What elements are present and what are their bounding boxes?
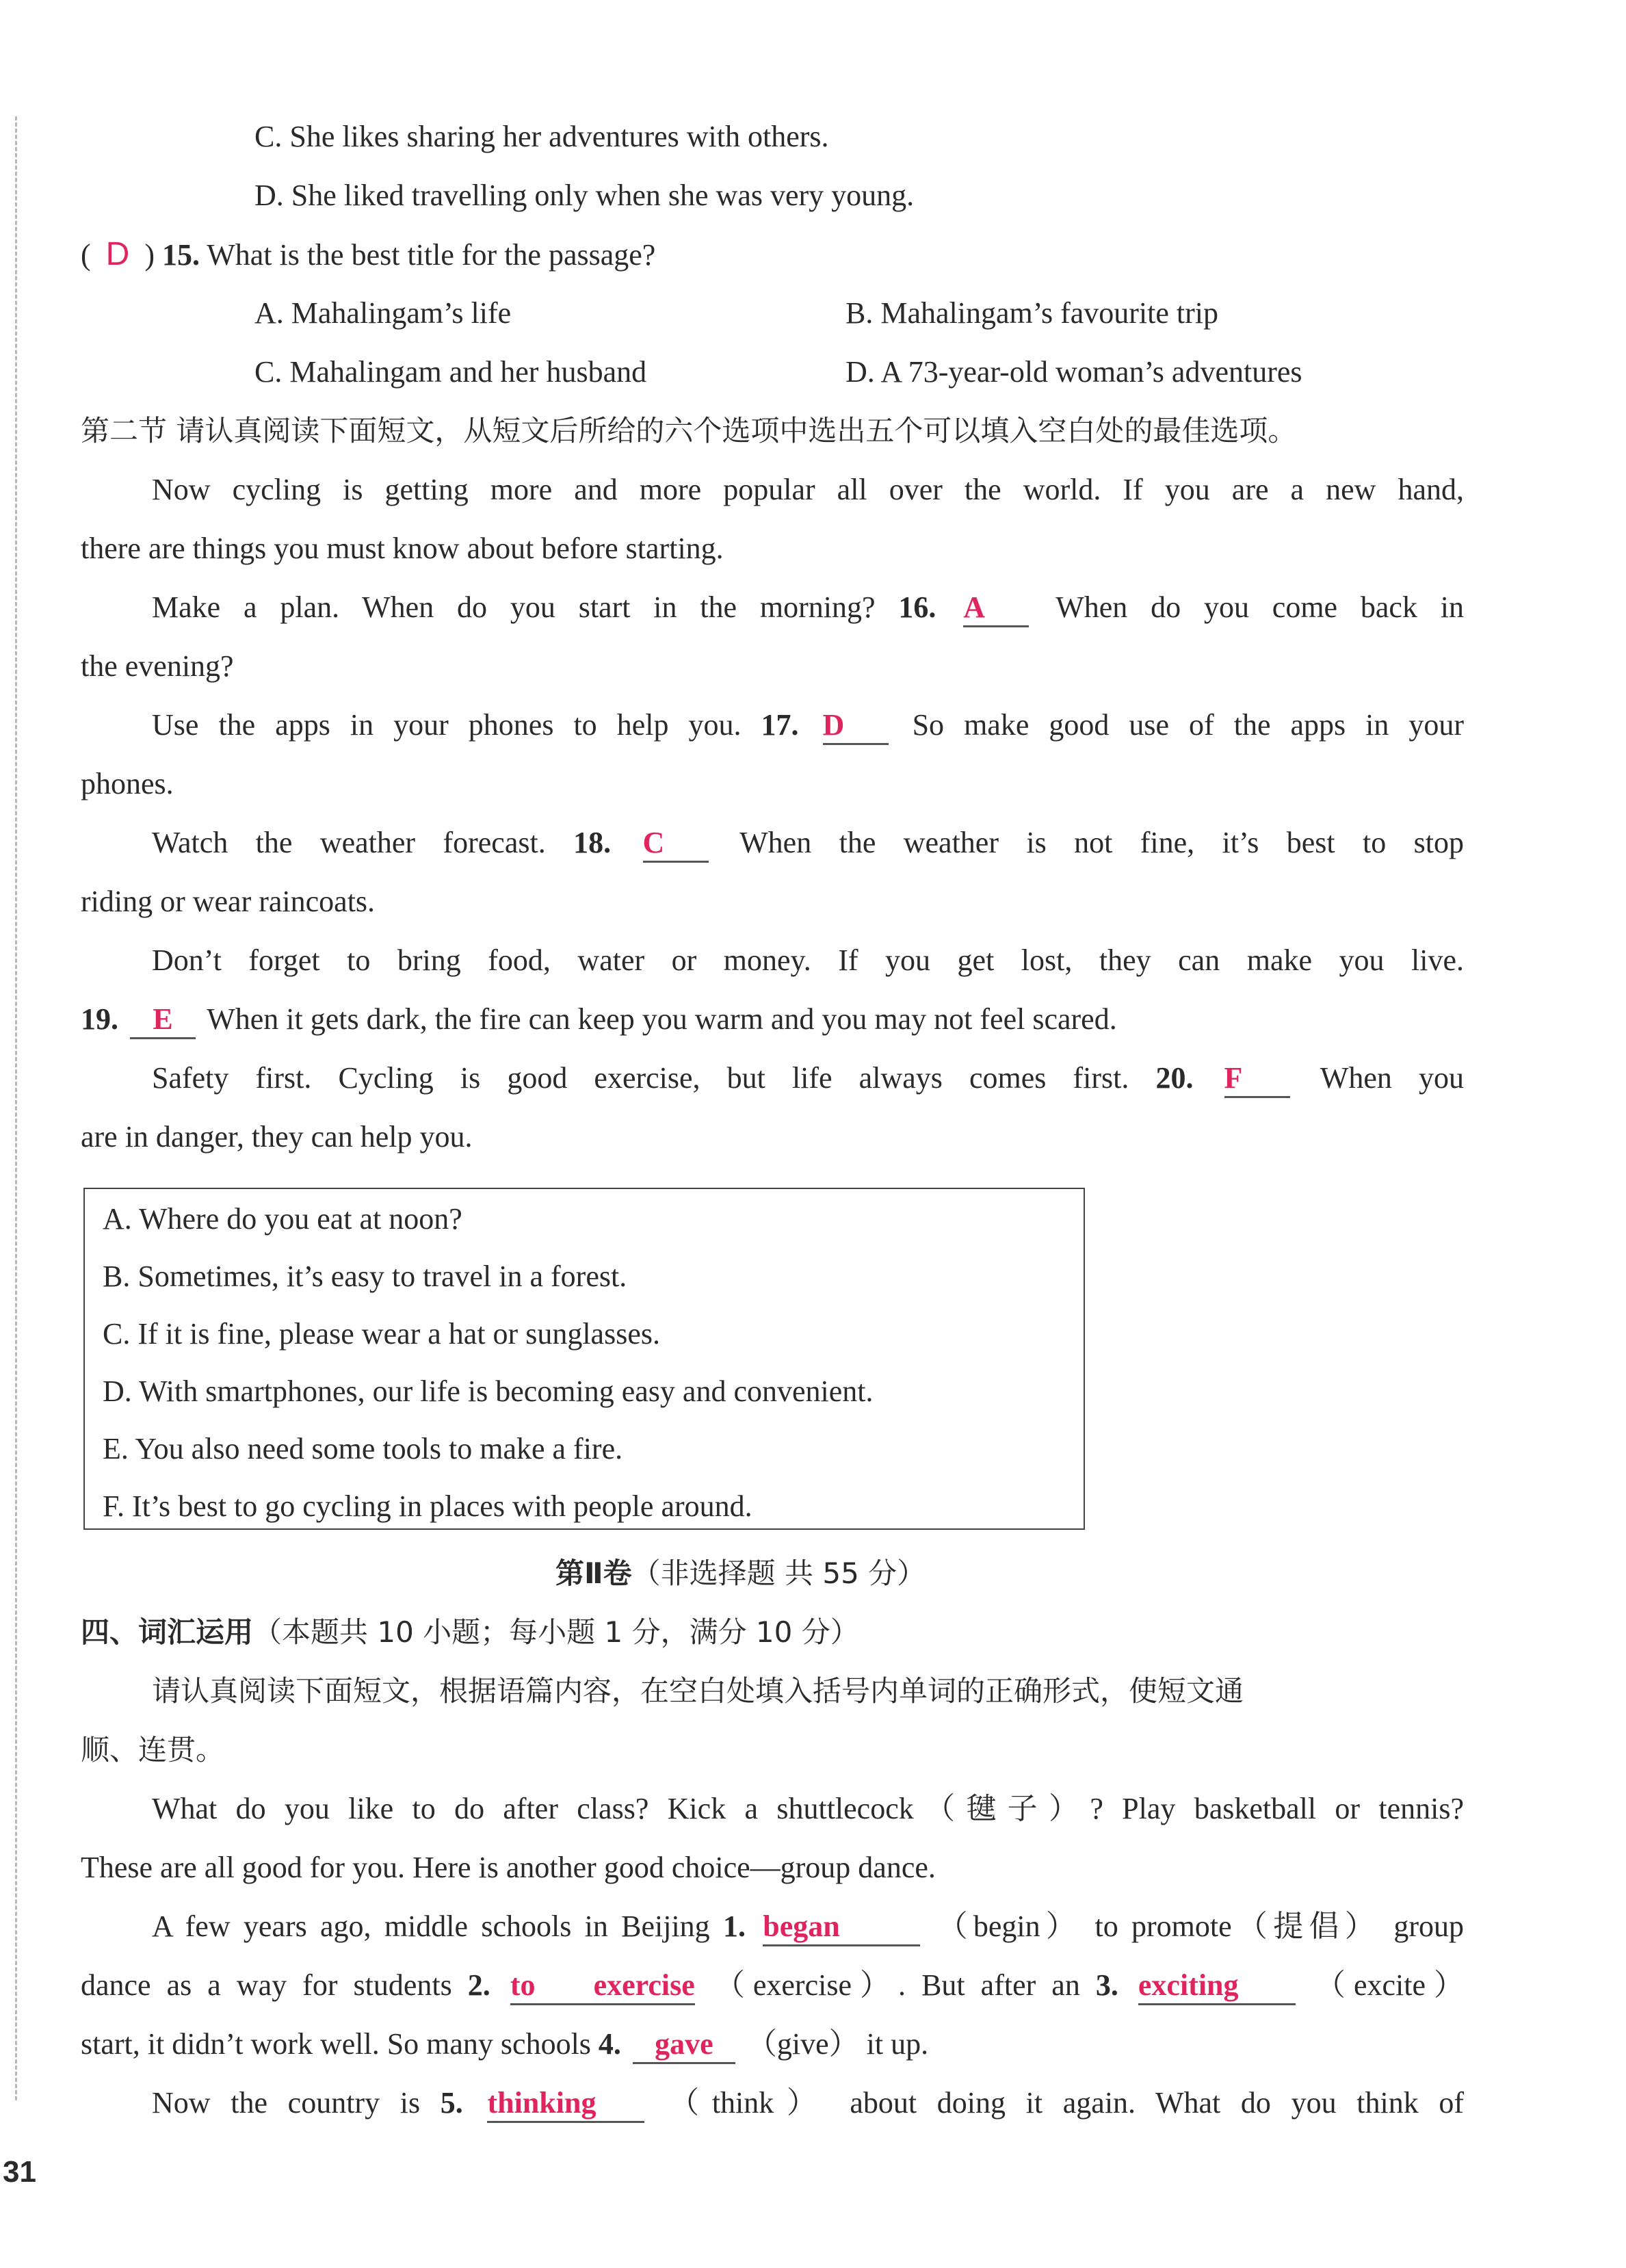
blank-2-answer: to exercise [510,1968,695,2005]
blank-17-answer: D [823,707,889,745]
s2-p6-line1 [152,1058,1464,1099]
s2-p4-text: Watch the weather forecast. [152,826,546,859]
q15-option-b: B. Mahalingam’s favourite trip [845,296,1218,330]
q15-close-paren: ) [144,238,155,272]
q14-option-d: D. She liked travelling only when she was very young. [254,179,915,212]
blank-3-number: 3. [1095,1968,1118,2002]
s2-p3-text: Use the apps in your phones to help you. [152,708,742,742]
blank-2-after: （exercise）. But after an [714,1968,1080,2002]
q15-number: 15. [161,238,200,272]
option-f: F. It’s best to go cycling in places with people around. [103,1489,752,1523]
blank-20-number: 20. [1155,1061,1194,1095]
blank-5-number: 5. [440,2086,463,2120]
blank-1-after: （begin） to promote（提倡） group [937,1909,1465,1943]
s4-instruction-line2: 顺、连贯。 [81,1733,225,1767]
blank-4-after: （give） it up. [746,2027,929,2061]
section4-heading-note: （本题共 10 小题；每小题 1 分，满分 10 分） [253,1615,859,1649]
s2-p2-line2: the evening? [81,649,234,683]
s4-line3-text: start, it didn’t work well. So many schools [81,2027,591,2061]
page-number: 31 [3,2155,36,2189]
option-d: D. With smartphones, our life is becoming easy and convenient. [103,1374,874,1408]
option-a: A. Where do you eat at noon? [103,1202,462,1236]
blank-18-number: 18. [573,826,612,859]
s2-p6-text: Safety first. Cycling is good exercise, but life always comes first. [152,1061,1129,1095]
s2-p4-line1 [152,822,1464,863]
section4-heading [81,1612,859,1653]
s2-p5-line2 [81,999,1117,1040]
blank-3-after: （excite） [1315,1968,1465,2002]
blank-5-after: （think） about doing it again. What do you think of [669,2086,1465,2120]
q15-answer: D [105,236,130,272]
q15-question: What is the best title for the passage? [207,238,656,272]
s2-p2-text-after: When do you come back in [1055,590,1465,624]
blank-16-answer: A [963,590,1029,627]
option-c: C. If it is fine, please wear a hat or sunglasses. [103,1317,660,1351]
blank-2-number: 2. [467,1968,490,2002]
s2-p4-text-after: When the weather is not fine, it’s best to stop [739,826,1464,859]
s2-p3-line2: phones. [81,767,174,800]
s2-p2-line1 [152,587,1464,628]
blank-20-answer: F [1224,1060,1290,1098]
part2-title-main: 第Ⅱ卷 [555,1556,632,1590]
blank-19-answer: E [130,1002,196,1039]
s4-p2-text: A few years ago, middle schools in Beijing [152,1909,710,1943]
q15-line [81,234,655,276]
s2-p1-line1: Now cycling is getting more and more popular all over the world. If you are a new hand, [152,473,1464,506]
part2-title-note: （非选择题 共 55 分） [631,1556,926,1590]
s2-p5-text-after: When it gets dark, the fire can keep you warm and you may not feel scared. [207,1002,1117,1036]
s2-p3-text-after: So make good use of the apps in your [912,708,1465,742]
s4-p3-line1 [152,2083,1464,2124]
s2-p6-text-after: When you [1320,1061,1464,1095]
s2-p1-line2: there are things you must know about before starting. [81,532,724,565]
blank-16-number: 16. [898,590,936,624]
option-e: E. You also need some tools to make a fire. [103,1432,623,1465]
blank-3-answer: exciting [1138,1968,1296,2005]
section4-heading-main: 四、词汇运用 [81,1615,254,1649]
blank-5-answer: thinking [487,2085,644,2123]
blank-1-answer: began [763,1909,920,1946]
page-margin-rule [15,116,17,2100]
blank-18-answer: C [643,825,709,863]
s4-p1-line1: What do you like to do after class? Kick a shuttlecock（毽子）? Play basketball or tennis? [152,1792,1464,1825]
blank-17-number: 17. [761,708,799,742]
part2-title [555,1553,926,1594]
blank-1-number: 1. [722,1909,746,1943]
s2-p6-line2: are in danger, they can help you. [81,1120,473,1153]
s4-line4-text: Now the country is [152,2086,421,2120]
options-box [83,1188,1085,1530]
q15-option-c: C. Mahalingam and her husband [254,355,647,389]
q15-option-d: D. A 73-year-old woman’s adventures [845,355,1302,389]
s4-p2-line3 [81,2024,928,2065]
blank-19-number: 19. [81,1002,118,1036]
s2-p4-line2: riding or wear raincoats. [81,885,376,918]
s4-p1-line2: These are all good for you. Here is another good choice—group dance. [81,1851,936,1884]
q14-option-c: C. She likes sharing her adventures with others. [254,120,829,153]
q15-option-a: A. Mahalingam’s life [254,296,512,330]
s4-p2-line2 [81,1965,1464,2006]
s4-p2-line1 [152,1906,1464,1947]
q15-open-paren: ( [81,238,91,272]
option-b: B. Sometimes, it’s easy to travel in a forest. [103,1260,627,1293]
blank-4-answer: gave [633,2026,735,2064]
s4-line2-text: dance as a way for students [81,1968,452,2002]
s2-p2-text: Make a plan. When do you start in the morning? [152,590,876,624]
s4-instruction-line1: 请认真阅读下面短文，根据语篇内容，在空白处填入括号内单词的正确形式，使短文通 [152,1674,1244,1708]
s2-p3-line1 [152,705,1464,746]
s2-p5-line1: Don’t forget to bring food, water or money. If you get lost, they can make you live. [152,943,1464,977]
blank-4-number: 4. [598,2027,621,2061]
section2-heading: 第二节 请认真阅读下面短文，从短文后所给的六个选项中选出五个可以填入空白处的最佳选项。 [81,414,1297,447]
